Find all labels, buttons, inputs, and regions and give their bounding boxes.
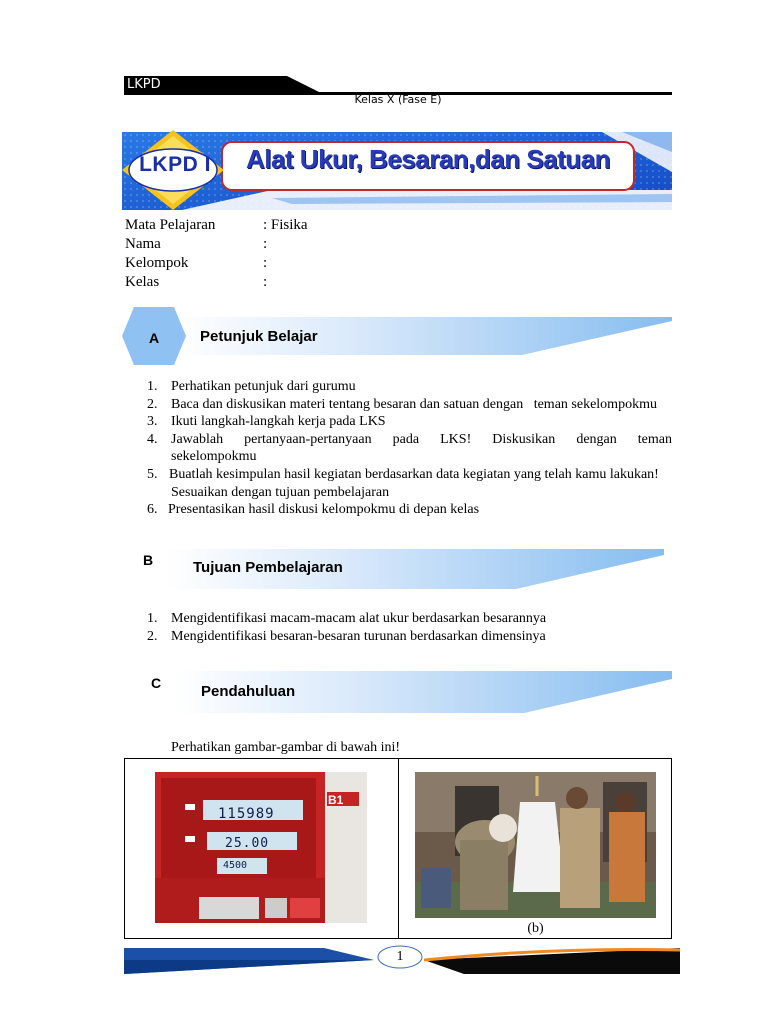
figure-divider	[398, 758, 399, 939]
intro-text: Perhatikan gambar-gambar di bawah ini!	[171, 740, 401, 755]
list-item: 6. Presentasikan hasil diskusi kelompokmu di depan kelas	[147, 502, 480, 518]
section-a-letter: A	[149, 330, 160, 346]
learning-objectives-list	[147, 610, 672, 645]
pump-reading-price: 25.00	[225, 836, 270, 851]
pump-reading-unit: 4500	[223, 860, 248, 871]
lkpd-badge: LKPD I	[139, 153, 211, 176]
identity-value: :	[263, 274, 268, 290]
study-instructions-list	[147, 378, 672, 519]
identity-label: Mata Pelajaran	[125, 217, 216, 233]
identity-value: :	[263, 236, 268, 252]
identity-label: Kelas	[125, 274, 160, 290]
page-number: 1	[396, 949, 404, 964]
identity-label: Kelompok	[125, 255, 189, 271]
section-c-letter: C	[151, 675, 162, 691]
header-label: LKPD	[127, 77, 161, 92]
section-b-title: Tujuan Pembelajaran	[193, 559, 343, 576]
worksheet-title: Alat Ukur, Besaran,dan Satuan	[245, 144, 611, 174]
section-c-title: Pendahuluan	[201, 683, 296, 700]
section-a-title: Petunjuk Belajar	[200, 328, 318, 345]
list-item: 4. Jawablah pertanyaan-pertanyaan pada LKS! Diskusikan dengan teman sekelompokmu	[147, 431, 672, 465]
pump-tag: B1	[328, 793, 344, 807]
section-b-letter: B	[143, 552, 154, 568]
header-subtitle: Kelas X (Fase E)	[354, 93, 442, 106]
list-item: 1. Perhatikan petunjuk dari gurumu	[147, 379, 356, 394]
identity-label: Nama	[125, 236, 161, 252]
identity-value: :	[263, 255, 268, 271]
list-item: 3. Ikuti langkah-langkah kerja pada LKS	[147, 414, 386, 430]
figure-caption-b: (b)	[527, 921, 544, 936]
baby-weighing-image	[415, 772, 656, 918]
pump-reading-total: 115989	[218, 806, 275, 822]
identity-value: : Fisika	[263, 217, 308, 233]
list-item: 2. Baca dan diskusikan materi tentang besaran dan satuan dengan teman sekelompokmu	[147, 396, 657, 412]
list-item: 1. Mengidentifikasi macam-macam alat ukur berdasarkan besarannya	[147, 611, 547, 626]
list-item: 5. Buatlah kesimpulan hasil kegiatan berdasarkan data kegiatan yang telah kamu lakukan! Sesuaikan dengan tujuan pembelajaran	[147, 466, 659, 500]
list-item: 2. Mengidentifikasi besaran-besaran turunan berdasarkan dimensinya	[147, 628, 546, 644]
